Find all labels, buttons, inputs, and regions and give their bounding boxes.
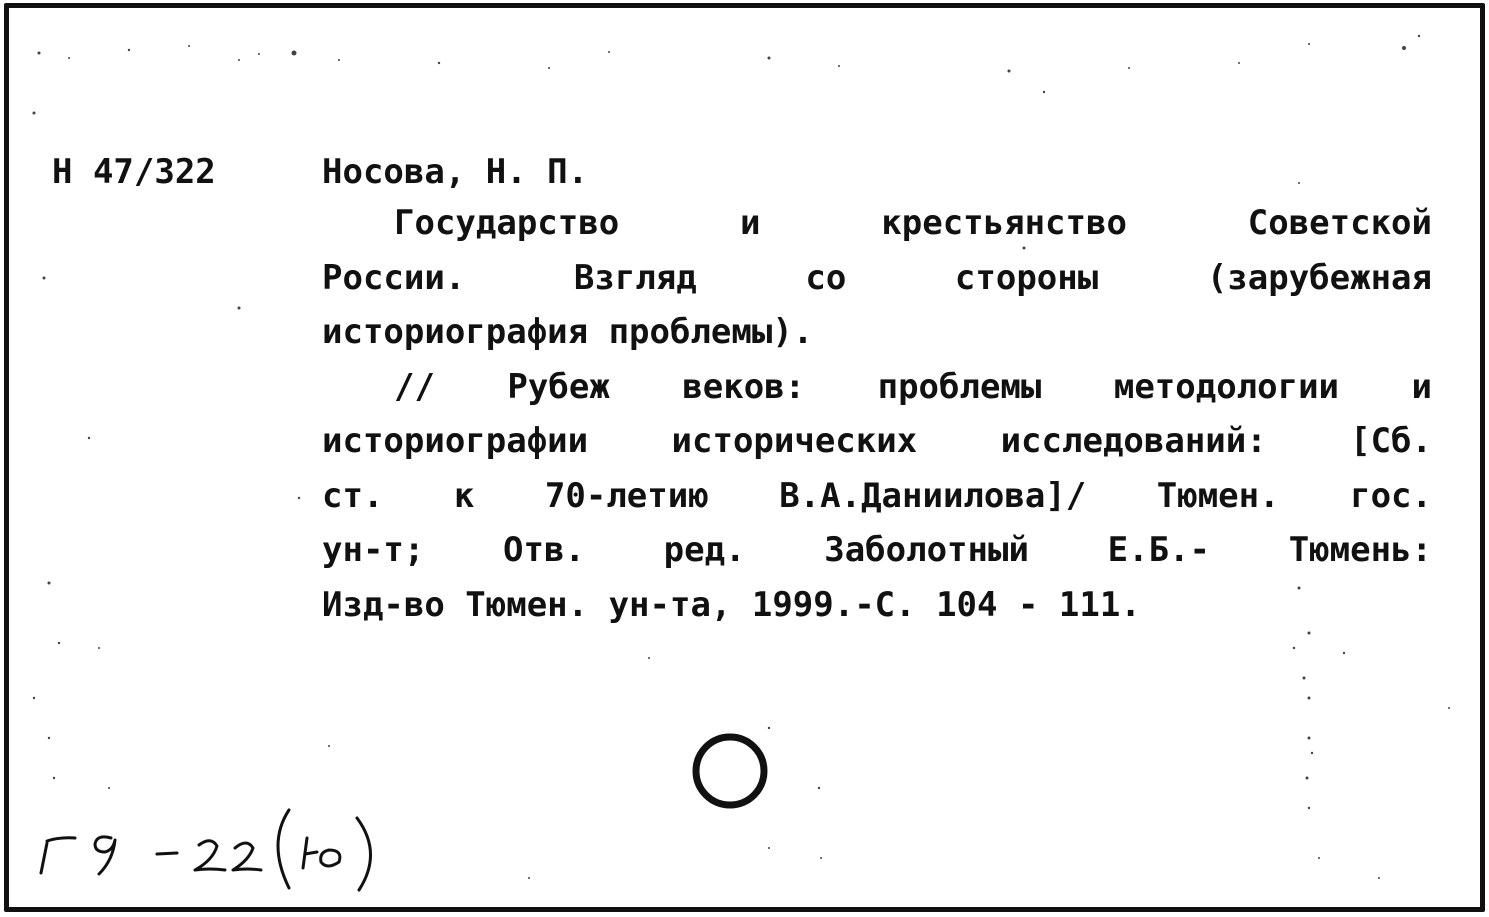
source-line-3: ст. к 70-летию В.А.Даниилова]/ Тюмен. гос. (322, 475, 1432, 516)
punch-hole-icon (691, 732, 769, 810)
bibliographic-description (322, 196, 1432, 632)
title-line-1: Государство и крестьянство Советской (394, 203, 1432, 243)
title-line-3: историография проблемы). (322, 312, 814, 352)
source-line-1: // Рубеж веков: проблемы методологии и (394, 366, 1432, 407)
source-line-4: ун-т; Отв. ред. Заболотный Е.Б.- Тюмень: (322, 530, 1432, 570)
handwritten-shelfmark (39, 788, 399, 898)
author-heading: Носова, Н. П. (322, 152, 589, 192)
title-line-2: России. Взгляд со стороны (зарубежная (322, 257, 1432, 298)
call-number: Н 47/322 (52, 152, 216, 192)
source-line-5: Изд-во Тюмен. ун-та, 1999.-С. 104 - 111. (322, 584, 1141, 625)
source-line-2: историографии исторических исследований: [Сб. (322, 421, 1432, 461)
catalog-card (4, 3, 1485, 912)
